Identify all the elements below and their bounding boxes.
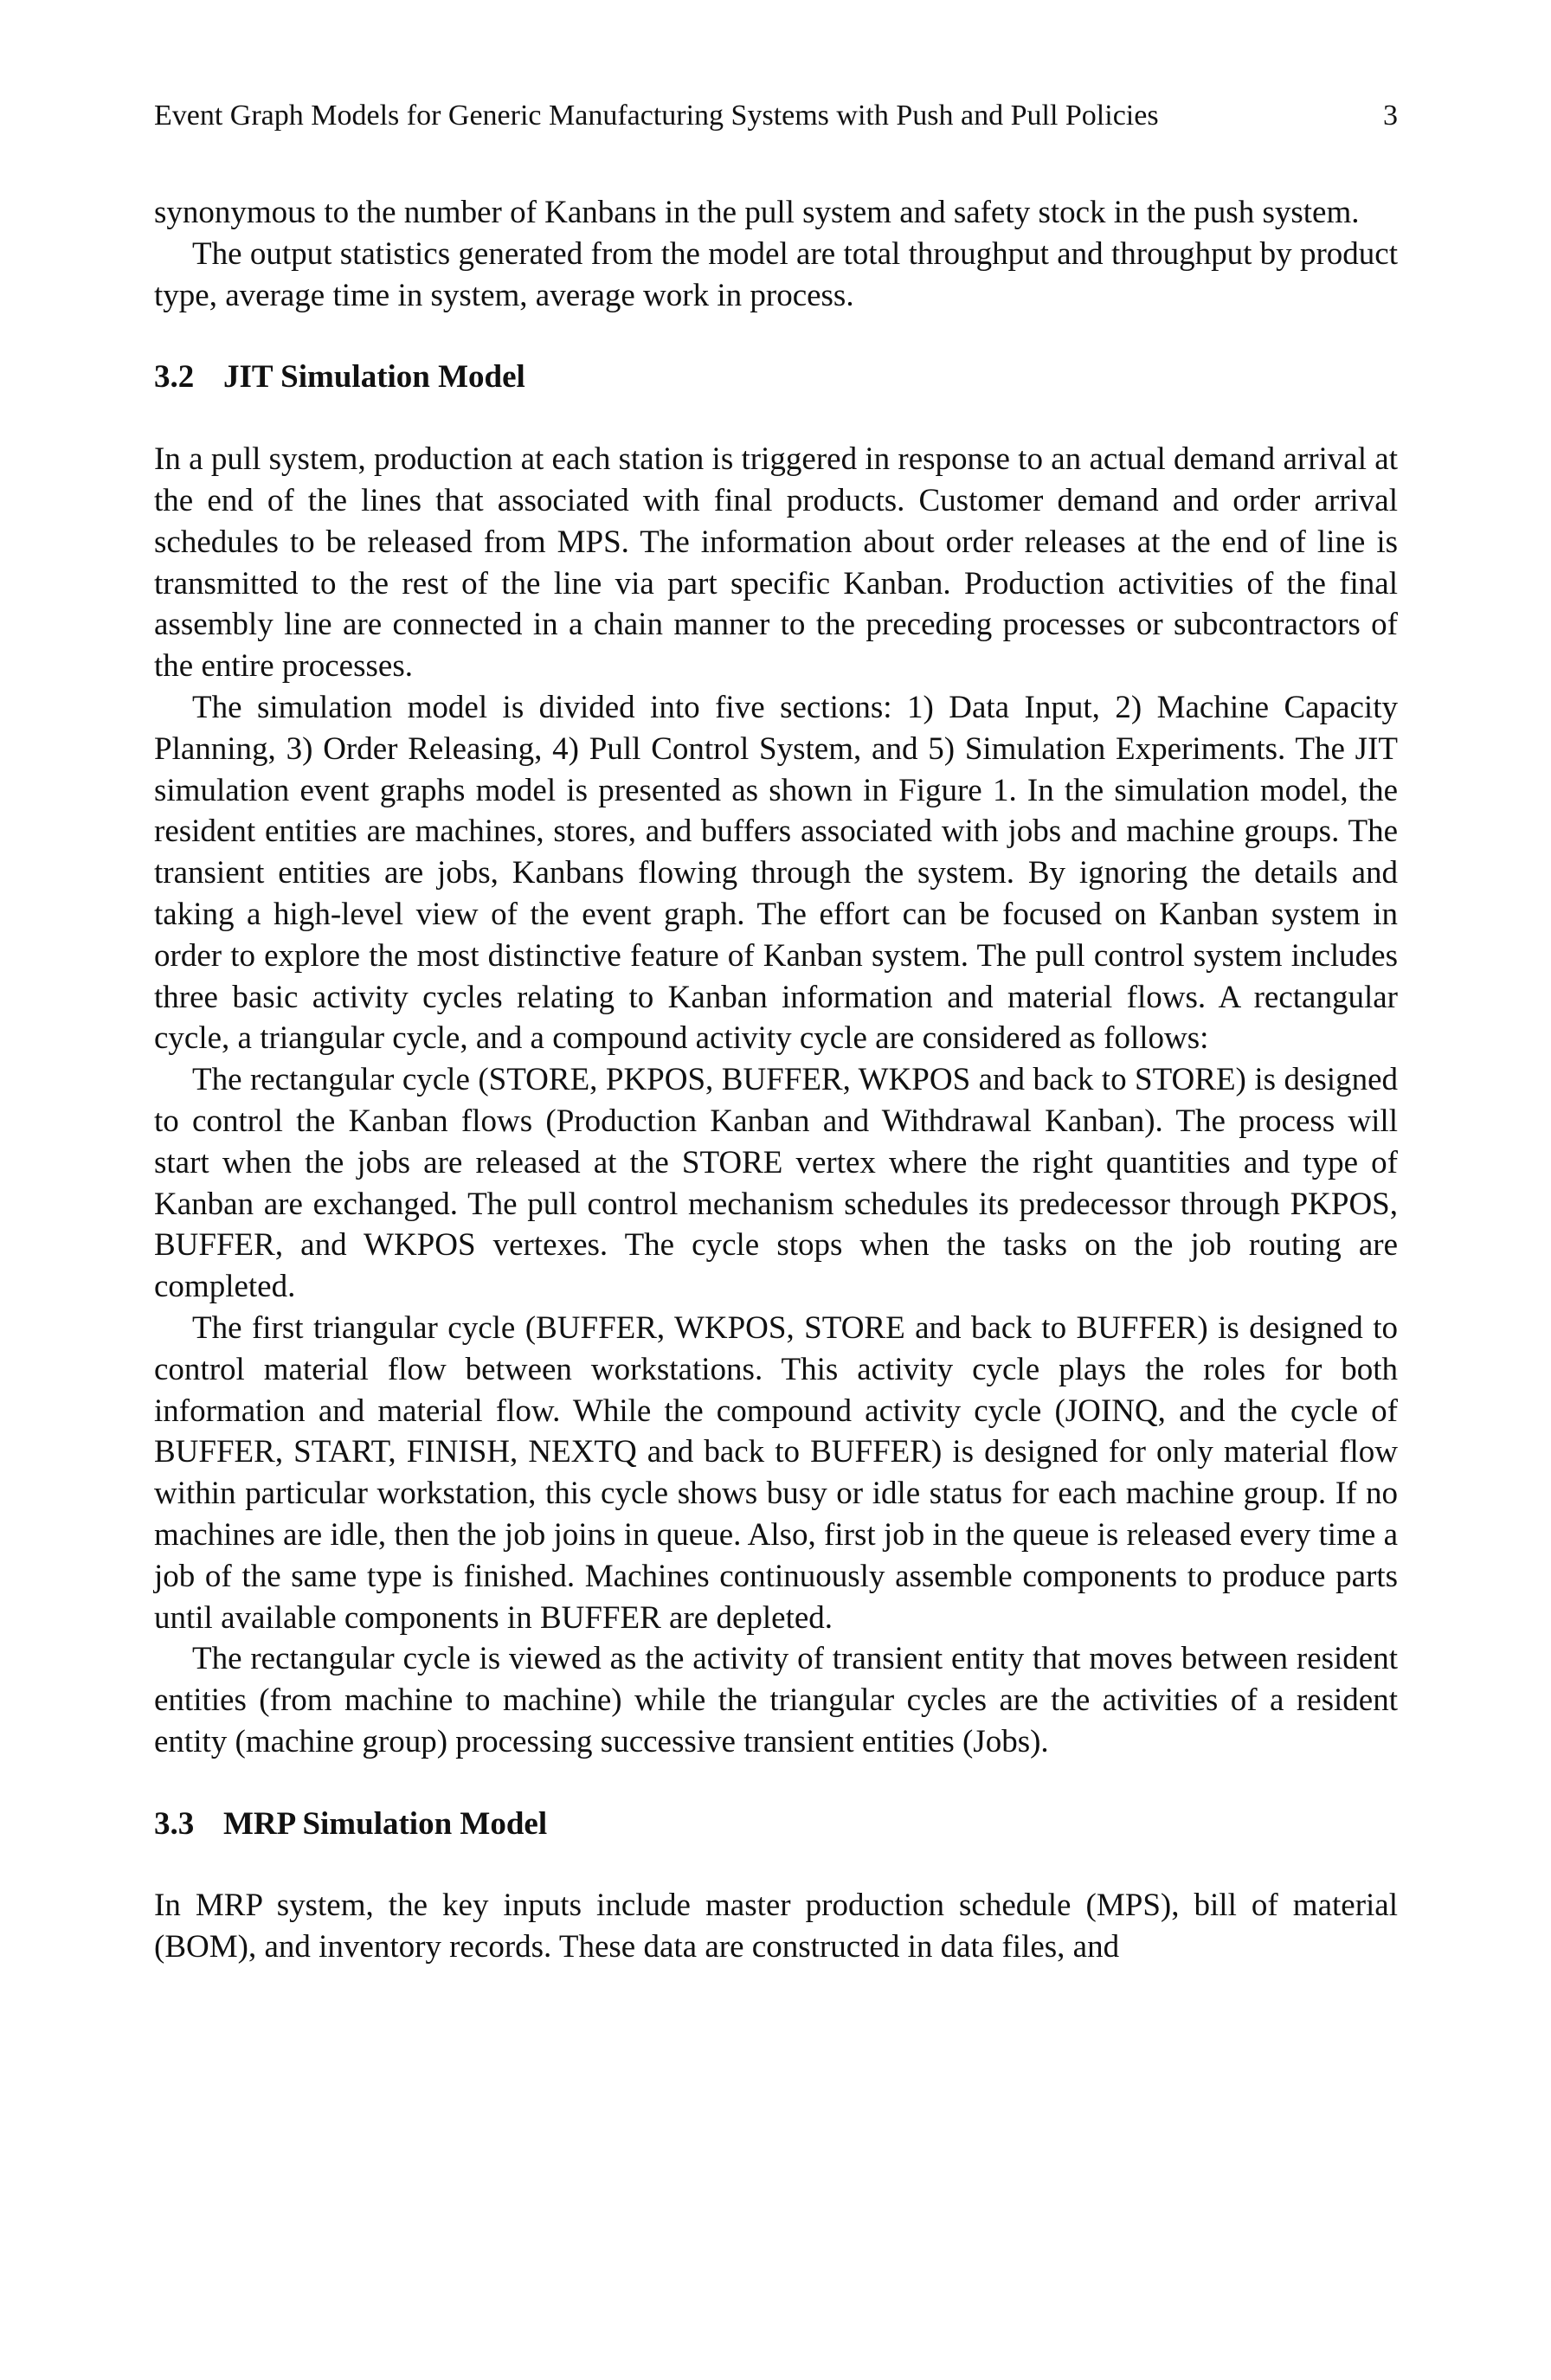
section-heading-3-3 — [154, 1804, 1398, 1845]
section-heading-3-2 — [154, 357, 1398, 398]
mrp-paragraph-1: In MRP system, the key inputs include master production schedule (MPS), bill of material (BOM), and inventory records. These data are constructed in data files, and — [154, 1888, 1398, 1965]
jit-paragraph-2: The simulation model is divided into five sections: 1) Data Input, 2) Machine Capacity Planning, 3) Order Releasing, 4) Pull Control System, and 5) Simulation Experiments. The JIT simulation event graphs model is presented as shown in Figure 1. In the simulation model, the resident entities are machines, stores, and buffers associated with jobs and machine groups. The transient entities are jobs, Kanbans flowing through the system. By ignoring the details and taking a high-level view of the event graph. The effort can be focused on Kanban system in order to explore the most distinctive feature of Kanban system. The pull control system includes three basic activity cycles relating to Kanban information and material flows. A rectangular cycle, a triangular cycle, and a compound activity cycle are considered as follows: — [154, 689, 1398, 1057]
jit-paragraph-5: The rectangular cycle is viewed as the activity of transient entity that moves between resident entities (from machine to machine) while the triangular cycles are the activities of a resident entity (machine group) processing successive transient entities (Jobs). — [154, 1641, 1398, 1759]
section-title: MRP Simulation Model — [223, 1805, 548, 1842]
intro-paragraph-2: The output statistics generated from the model are total throughput and throughput by product type, average time in system, average work in process. — [154, 235, 1398, 313]
page-number: 3 — [1383, 100, 1398, 132]
section-title: JIT Simulation Model — [223, 359, 525, 396]
jit-paragraph-3: The rectangular cycle (STORE, PKPOS, BUFFER, WKPOS and back to STORE) is designed to control the Kanban flows (Production Kanban and Withdrawal Kanban). The process will start when the jobs are released at the STORE vertex where the right quantities and type of Kanban are exchanged. The pull control mechanism schedules its predecessor through PKPOS, BUFFER, and WKPOS vertexes. The cycle stops when the tasks on the job routing are completed. — [154, 1062, 1398, 1305]
running-title: Event Graph Models for Generic Manufacturing Systems with Push and Pull Policies — [154, 100, 1159, 132]
intro-paragraph-1: synonymous to the number of Kanbans in the pull system and safety stock in the push system. — [154, 195, 1360, 230]
jit-paragraph-4: The first triangular cycle (BUFFER, WKPOS, STORE and back to BUFFER) is designed to control material flow between workstations. This activity cycle plays the roles for both information and material flow. While the compound activity cycle (JOINQ, and the cycle of BUFFER, START, FINISH, NEXTQ and back to BUFFER) is designed for only material flow within particular workstation, this cycle shows busy or idle status for each machine group. If no machines are idle, then the job joins in queue. Also, first job in the queue is released every time a job of the same type is finished. Machines continuously assemble components to produce parts until available components in BUFFER are depleted. — [154, 1309, 1398, 1636]
section-number: 3.2 — [154, 359, 195, 396]
body-text — [154, 192, 1398, 1968]
jit-paragraph-1: In a pull system, production at each station is triggered in response to an actual demand arrival at the end of the lines that associated with final products. Customer demand and order arrival schedules to be released from MPS. The information about order releases at the end of line is transmitted to the rest of the line via part specific Kanban. Production activities of the final assembly line are connected in a chain manner to the preceding processes or subcontractors of the entire processes. — [154, 441, 1398, 685]
section-number: 3.3 — [154, 1805, 195, 1842]
